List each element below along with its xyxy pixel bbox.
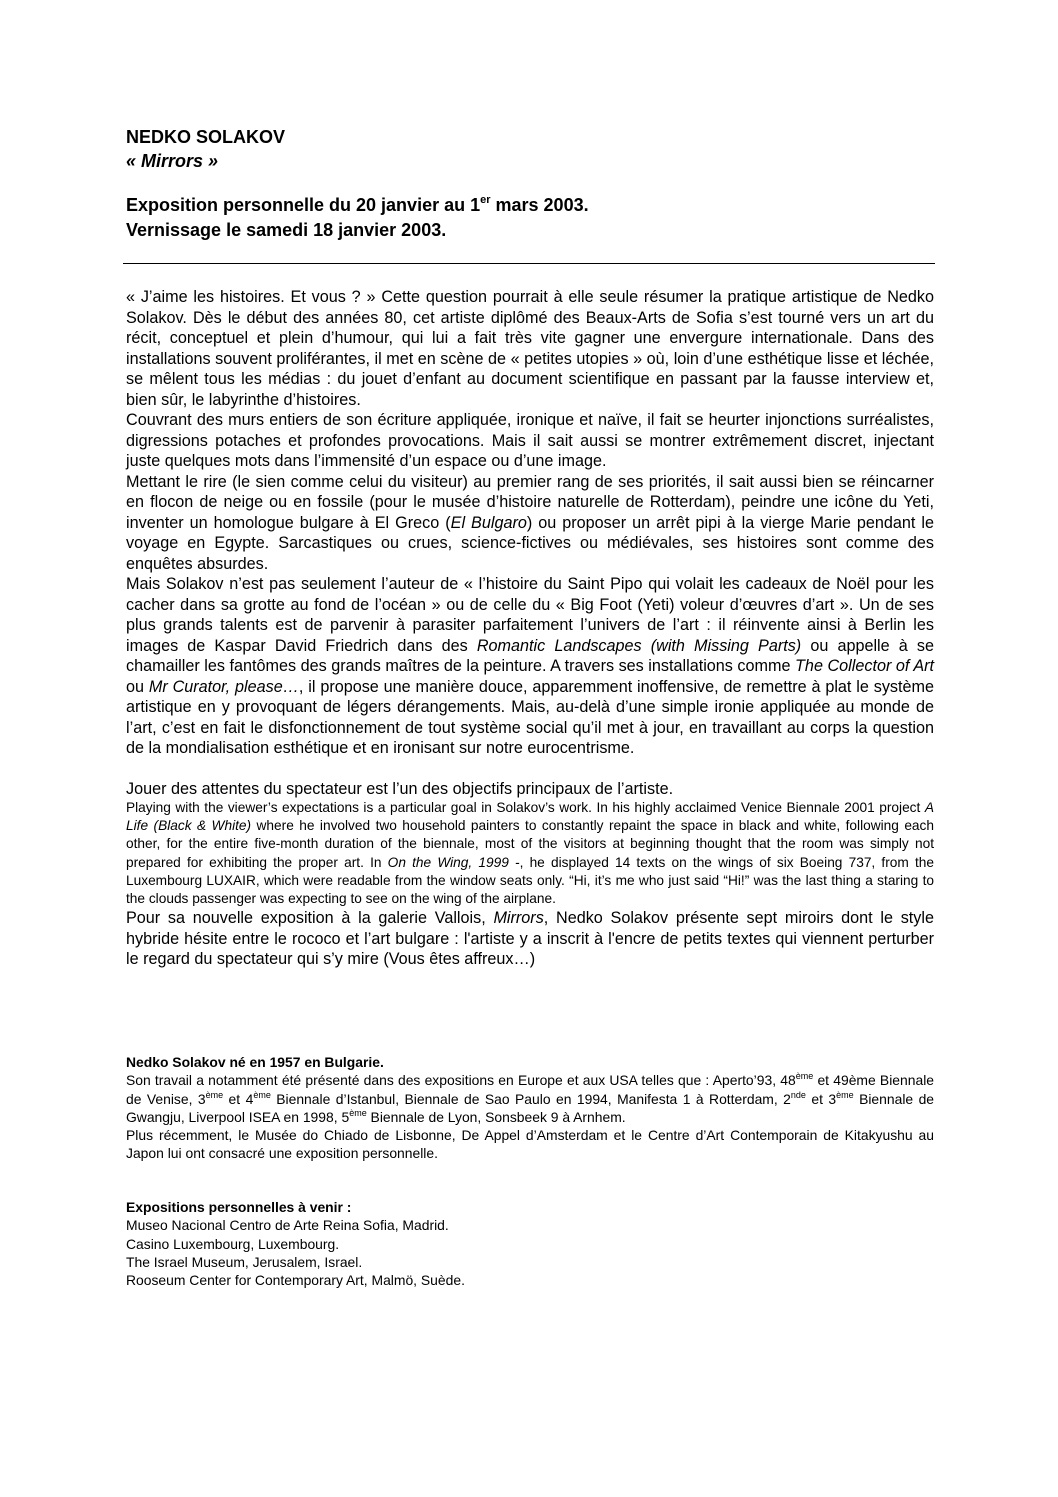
exhibition-title: « Mirrors »: [126, 151, 219, 171]
bio-exhibitions: Son travail a notamment été présenté dans des expositions en Europe et aux USA telles que : Aperto’93, 48ème et 49ème Biennale de Venise, 3ème et 4ème Biennale d’Istanbul, Biennale de Sao Paulo en 1994, Manifesta 1 à Rotterdam, 2nde et 3ème Biennale de Gwangju, Liverpool ISEA en 1998, 5ème Biennale de Lyon, Sonsbeek 9 à Arnhem.: [126, 1071, 935, 1125]
paragraph-expectations: Jouer des attentes du spectateur est l’un des objectifs principaux de l’artiste.: [126, 779, 674, 798]
exhibition-dates: [126, 193, 589, 243]
exhibition-period: Exposition personnelle du 20 janvier au 1er mars 2003.: [126, 194, 589, 215]
artist-bio: [126, 1053, 934, 1163]
paragraph-english: Playing with the viewer’s expectations is a particular goal in Solakov’s work. In his highly acclaimed Venice Biennale 2001 project A Life (Black & White) where he involved two household painters to constantly repaint the space in black and white, following each other, for the entire five-month duration of the biennale, most of the visitors at beginning thought that the room was simply not prepared for exhibiting the proper art. In On the Wing, 1999 -, he displayed 14 texts on the wings of six Boeing 737, from the Luxembourg LUXAIR, which were readable from the window seats only. “Hi, it’s me who just said “Hi!” was the last thing a staring to the clouds passenger was expecting to see on the wing of the airplane.: [126, 800, 935, 907]
upcoming-heading: Expositions personnelles à venir :: [126, 1199, 352, 1215]
upcoming-item: Casino Luxembourg, Luxembourg.: [126, 1235, 340, 1252]
paragraph-intro: « J’aime les histoires. Et vous ? » Cette question pourrait à elle seule résumer la pratique artistique de Nedko Solakov. Dès le début des années 80, cet artiste diplômé des Beaux-Arts de Sofia s’est tourné vers un art du récit, conceptuel et plein d’humour, qui lui a fait très vite gagner une envergure internationale. Dans des installations souvent proliférantes, il met en scène de « petites utopies » où, loin d’une esthétique lisse et léchée, se mêlent tous les médias : du jouet d’enfant au document scientifique en passant par la fausse interview et, bien sûr, le labyrinthe d’histoires.: [126, 288, 934, 409]
vernissage-date: Vernissage le samedi 18 janvier 2003.: [126, 220, 447, 240]
paragraph-parasite: Mais Solakov n’est pas seulement l’auteur de « l’histoire du Saint Pipo qui volait les cadeaux de Noël pour les cacher dans sa grotte au fond de l’océan » ou de celle du « Big Foot (Yeti) voleur d’œuvres d’art ». Un de ses plus grands talents est de parvenir à parasiter parfaitement l’univers de l’art : il réinvente ainsi à Berlin les images de Kaspar David Friedrich dans des Romantic Landscapes (with Missing Parts) ou appelle à se chamailler les fantômes des grands maîtres de la peinture. A travers ses installations comme The Collector of Art ou Mr Curator, please…, il propose une manière douce, apparemment inoffensive, de remettre à plat le système artistique en y provoquant de légers dérangements. Mais, au-delà d’une simple ironie appliquée au monde de l’art, c’est en fait le disfonctionnement de tout système social qu’il met à jour, en travaillant au corps la question de la mondialisation esthétique et en ironisant sur notre eurocentrisme.: [126, 575, 935, 757]
press-text: [126, 287, 934, 970]
paragraph-humor: Mettant le rire (le sien comme celui du visiteur) au premier rang de ses priorités, il sait aussi bien se réincarner en flocon de neige ou en fossile (pour le musée d’histoire naturelle de Rotterdam), peindre une icône du Yeti, inventer un homologue bulgare à El Greco (El Bulgaro) ou proposer un arrêt pipi à la vierge Marie pendant le voyage en Egypte. Sarcastiques ou crues, science-fictives ou médiévales, ses histoires sont comme des enquêtes absurdes.: [126, 472, 935, 573]
horizontal-rule: [123, 263, 935, 264]
paragraph-walls: Couvrant des murs entiers de son écriture appliquée, ironique et naïve, il fait se heurter injonctions surréalistes, digressions potaches et profondes provocations. Mais il sait aussi se montrer extrêmement discret, injectant juste quelques mots dans l’immensité d’un espace ou d’une image.: [126, 411, 934, 470]
bio-heading: Nedko Solakov né en 1957 en Bulgarie.: [126, 1054, 384, 1070]
upcoming-exhibitions: [126, 1198, 465, 1289]
paragraph-mirrors: Pour sa nouvelle exposition à la galerie Vallois, Mirrors, Nedko Solakov présente sept miroirs dont le style hybride hésite entre le rococo et l’art bulgare : l'artiste y a inscrit à l'encre de petits textes qui viennent perturber le regard du spectateur qui s’y mire (Vous êtes affreux…): [126, 909, 934, 969]
bio-recent: Plus récemment, le Musée do Chiado de Lisbonne, De Appel d’Amsterdam et le Centre d’Art Contemporain de Kitakyushu au Japon lui ont consacré une exposition personnelle.: [126, 1127, 934, 1162]
artist-name: NEDKO SOLAKOV: [126, 127, 286, 147]
upcoming-item: Rooseum Center for Contemporary Art, Malmö, Suède.: [126, 1272, 465, 1289]
upcoming-item: The Israel Museum, Jerusalem, Israel.: [126, 1253, 363, 1270]
upcoming-item: Museo Nacional Centro de Arte Reina Sofia, Madrid.: [126, 1217, 449, 1234]
